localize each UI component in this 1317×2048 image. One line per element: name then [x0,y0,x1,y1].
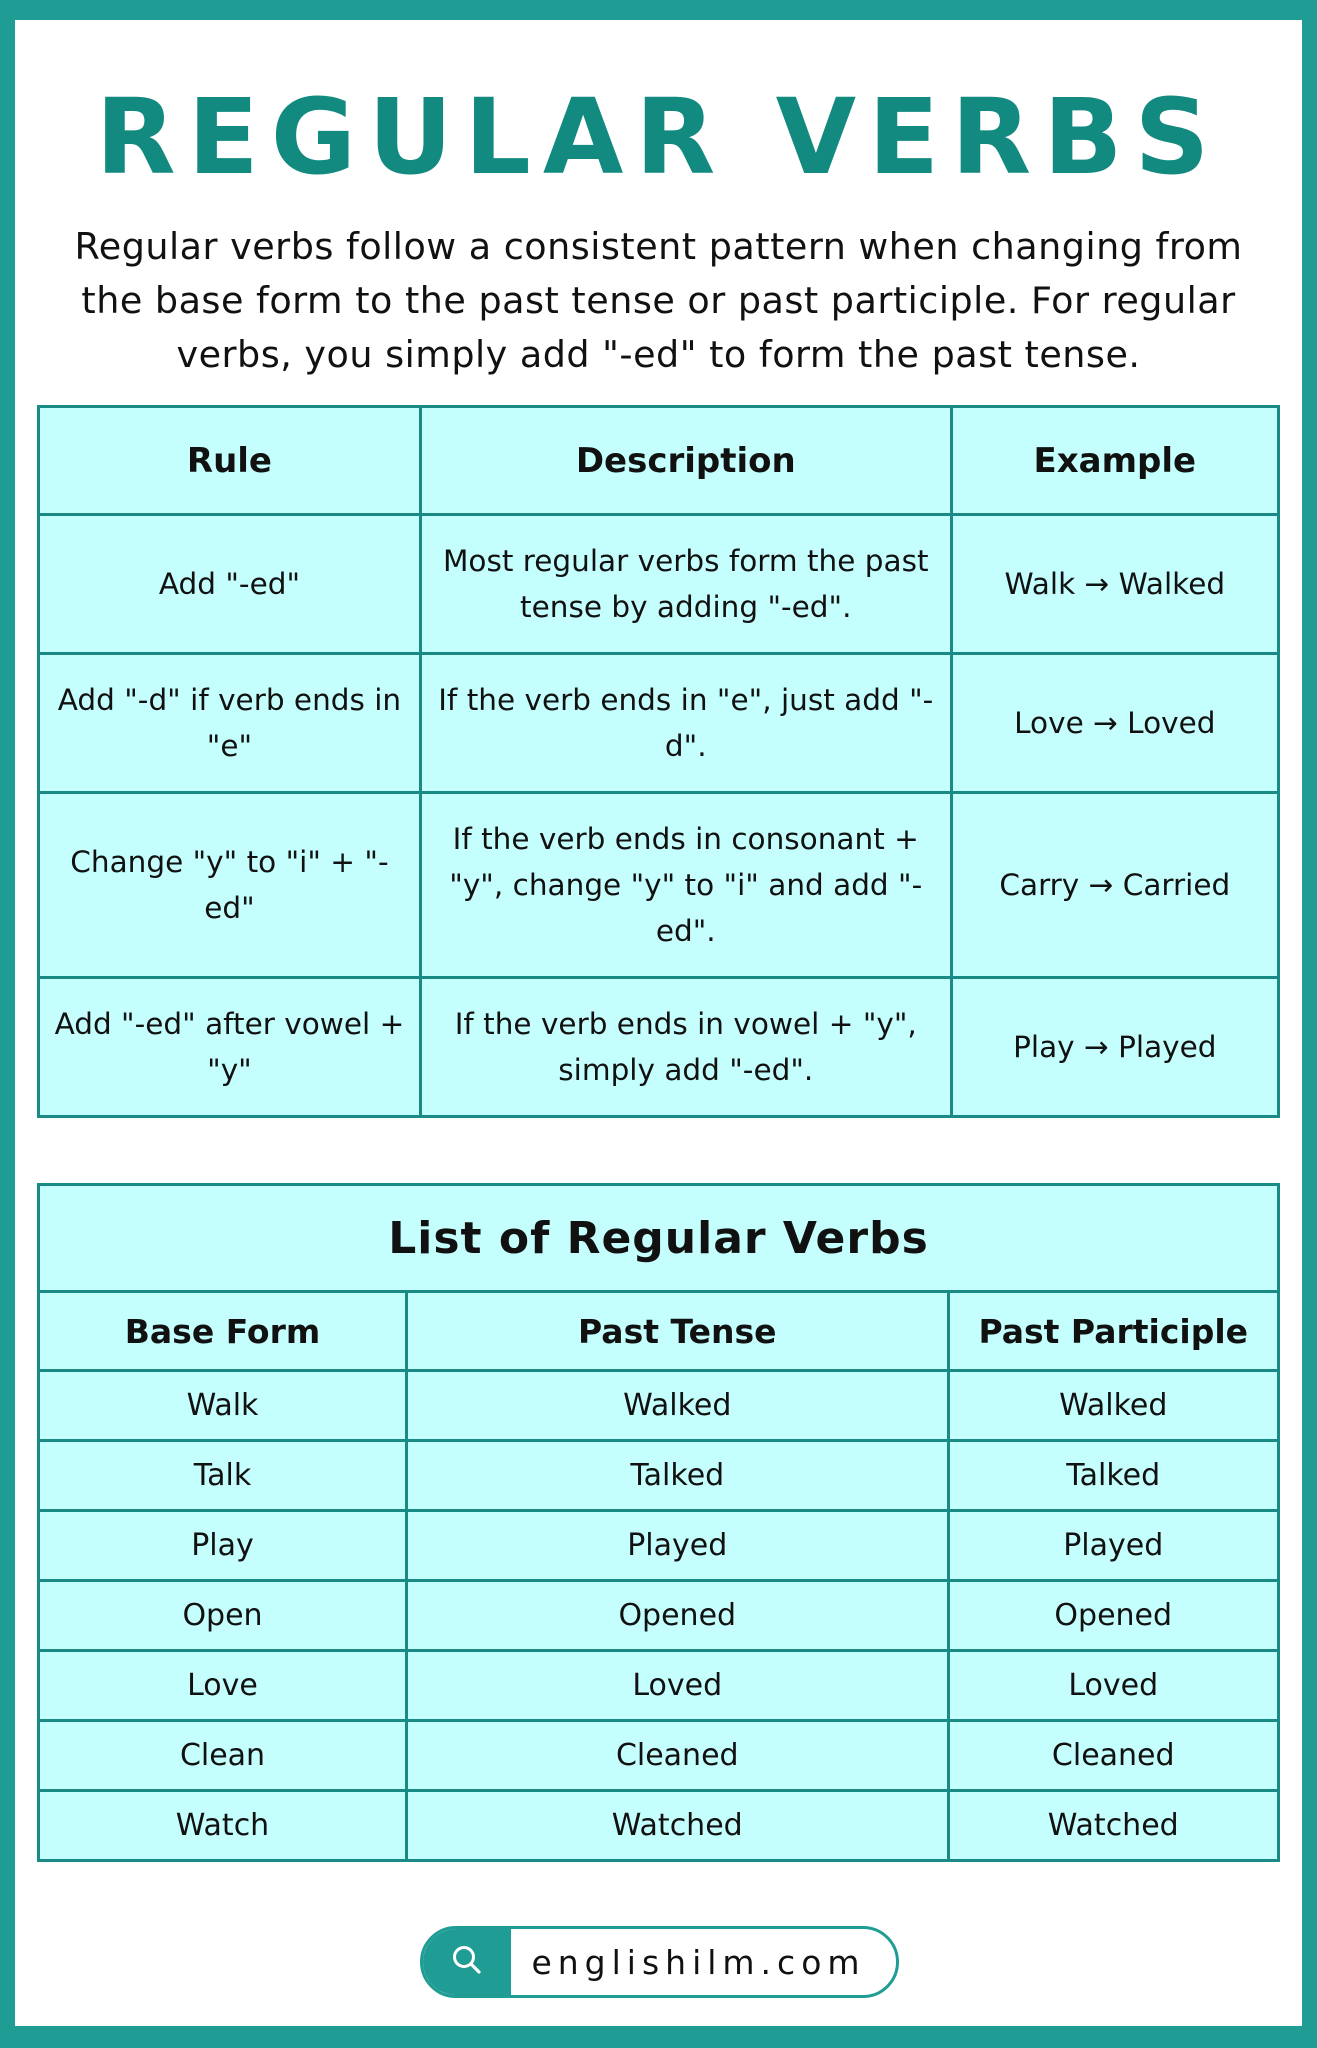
rules-table [37,405,1280,1118]
rule-cell: Add "-ed" [39,515,421,654]
base-form-cell: Open [39,1581,407,1651]
column-header-base-form: Base Form [39,1292,407,1371]
past-participle-cell: Cleaned [948,1721,1279,1791]
verbs-table-caption: List of Regular Verbs [39,1185,1279,1292]
table-row [39,515,1279,654]
past-participle-cell: Played [948,1511,1279,1581]
page [15,20,1302,2026]
verbs-table [37,1183,1280,1862]
table-header-row [39,1292,1279,1371]
column-header-past-tense: Past Tense [407,1292,948,1371]
column-header-rule: Rule [39,407,421,515]
past-tense-cell: Opened [407,1581,948,1651]
past-participle-cell: Watched [948,1791,1279,1861]
intro-paragraph: Regular verbs follow a consistent pattern when changing from the base form to the past tense or past participle. For regular verbs, you simply add "-ed" to form the past tense. [74,225,1243,376]
past-tense-cell: Cleaned [407,1721,948,1791]
example-cell: Carry → Carried [951,793,1278,978]
table-caption-row [39,1185,1279,1292]
description-cell: If the verb ends in vowel + "y", simply add "-ed". [420,978,951,1117]
search-button[interactable] [423,1929,511,1995]
past-participle-cell: Opened [948,1581,1279,1651]
example-cell: Love → Loved [951,654,1278,793]
past-participle-cell: Loved [948,1651,1279,1721]
rule-cell: Change "y" to "i" + "-ed" [39,793,421,978]
table-row [39,1581,1279,1651]
base-form-cell: Clean [39,1721,407,1791]
table-row [39,1441,1279,1511]
table-row [39,978,1279,1117]
past-tense-cell: Walked [407,1371,948,1441]
example-cell: Walk → Walked [951,515,1278,654]
description-cell: Most regular verbs form the past tense by adding "-ed". [420,515,951,654]
example-cell: Play → Played [951,978,1278,1117]
table-row [39,654,1279,793]
base-form-cell: Love [39,1651,407,1721]
base-form-cell: Watch [39,1791,407,1861]
past-participle-cell: Talked [948,1441,1279,1511]
column-header-past-participle: Past Participle [948,1292,1279,1371]
table-row [39,1511,1279,1581]
past-participle-cell: Walked [948,1371,1279,1441]
table-row [39,1371,1279,1441]
column-header-description: Description [420,407,951,515]
search-icon [450,1943,484,1981]
table-row [39,793,1279,978]
table-row [39,1721,1279,1791]
past-tense-cell: Played [407,1511,948,1581]
past-tense-cell: Talked [407,1441,948,1511]
description-cell: If the verb ends in consonant + "y", change "y" to "i" and add "-ed". [420,793,951,978]
description-cell: If the verb ends in "e", just add "-d". [420,654,951,793]
website-search-bar[interactable] [420,1926,899,1998]
rule-cell: Add "-ed" after vowel + "y" [39,978,421,1117]
base-form-cell: Play [39,1511,407,1581]
rule-cell: Add "-d" if verb ends in "e" [39,654,421,793]
past-tense-cell: Loved [407,1651,948,1721]
table-row [39,1791,1279,1861]
past-tense-cell: Watched [407,1791,948,1861]
website-url: englishilm.com [531,1942,866,1982]
table-header-row [39,407,1279,515]
base-form-cell: Walk [39,1371,407,1441]
column-header-example: Example [951,407,1278,515]
table-row [39,1651,1279,1721]
base-form-cell: Talk [39,1441,407,1511]
page-title: REGULAR VERBS [95,76,1222,198]
